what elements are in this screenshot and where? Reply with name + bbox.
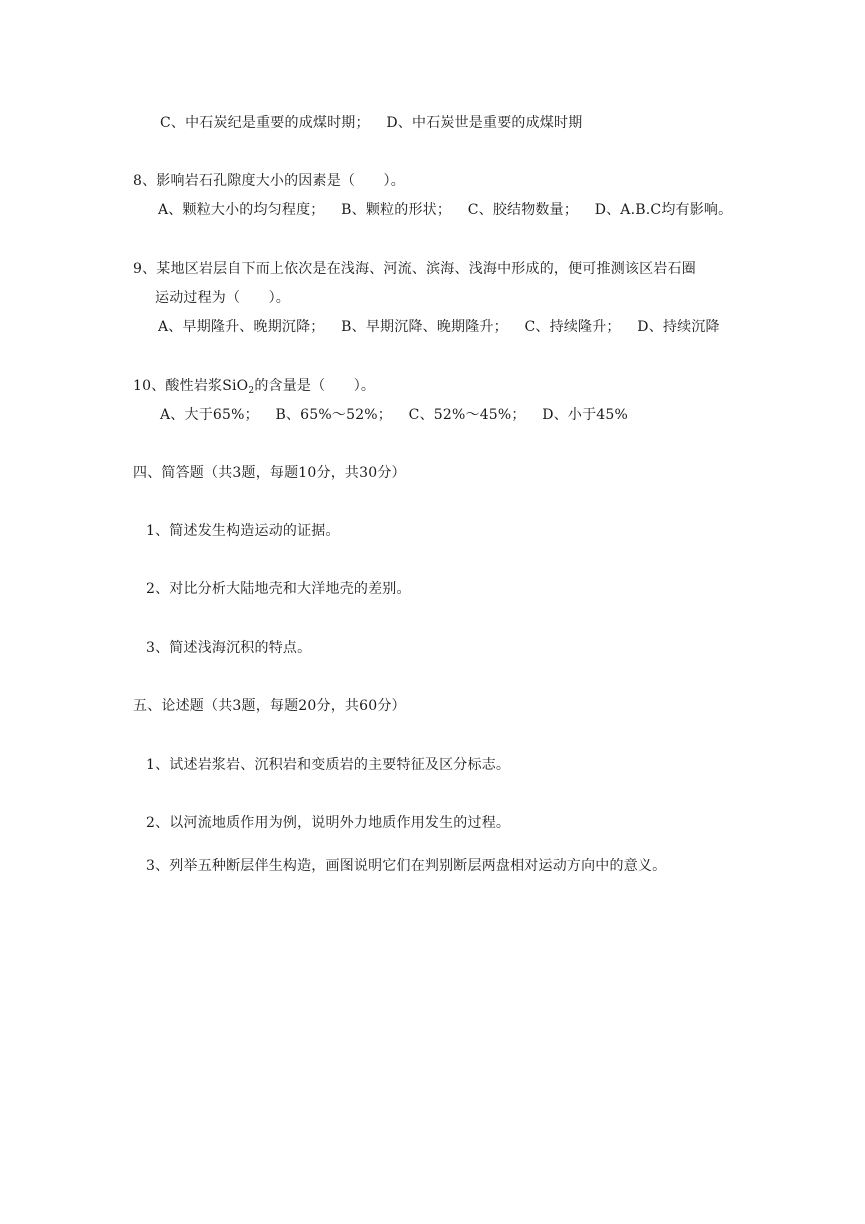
q10-option-b: B、65%～52%； (275, 407, 393, 423)
q8-options (158, 201, 732, 219)
q10-stem (133, 377, 375, 395)
q10-option-a: A、大于65%； (160, 407, 259, 423)
q10-stem-pre: 10、酸性岩浆SiO (133, 378, 249, 394)
section5-item-3: 3、列举五种断层伴生构造，画图说明它们在判别断层两盘相对运动方向中的意义。 (146, 858, 667, 874)
q9-option-d: D、持续沉降 (637, 319, 720, 335)
q9-option-c: C、持续隆升； (524, 319, 621, 335)
q10-stem-post: 的含量是（ ）。 (254, 378, 376, 394)
section4-title: 四、简答题（共3题，每题10分，共30分） (133, 465, 406, 481)
section4-item-1: 1、简述发生构造运动的证据。 (146, 523, 340, 539)
q7-options (160, 114, 582, 132)
q9-options (158, 318, 720, 336)
section4-item-3: 3、简述浅海沉积的特点。 (146, 640, 312, 656)
q8-option-b: B、颗粒的形状； (341, 202, 452, 218)
section5-item-1: 1、试述岩浆岩、沉积岩和变质岩的主要特征及区分标志。 (146, 757, 511, 773)
q9-stem-line2: 运动过程为（ ）。 (155, 290, 290, 306)
q10-option-c: C、52%～45%； (408, 407, 526, 423)
q10-stem-subscript: 2 (248, 386, 255, 396)
q9-stem-line1: 9、某地区岩层自下而上依次是在浅海、河流、滨海、浅海中形成的，便可推测该区岩石圈 (133, 261, 696, 277)
q10-option-d: D、小于45% (542, 407, 629, 423)
q10-options (160, 406, 628, 424)
section4-item-2: 2、对比分析大陆地壳和大洋地壳的差别。 (146, 581, 411, 597)
q9-option-b: B、早期沉降、晚期隆升； (341, 319, 508, 335)
q8-stem: 8、影响岩石孔隙度大小的因素是（ ）。 (133, 173, 405, 189)
q8-option-a: A、颗粒大小的均匀程度； (158, 202, 325, 218)
q8-option-c: C、胶结物数量； (467, 202, 579, 218)
section5-title: 五、论述题（共3题，每题20分，共60分） (133, 698, 406, 714)
q7-option-d: D、中石炭世是重要的成煤时期 (386, 115, 583, 131)
q7-option-c: C、中石炭纪是重要的成煤时期； (160, 115, 370, 131)
section5-item-2: 2、以河流地质作用为例，说明外力地质作用发生的过程。 (146, 815, 511, 831)
q8-option-d: D、A.B.C均有影响。 (594, 202, 733, 218)
q9-option-a: A、早期隆升、晚期沉降； (158, 319, 325, 335)
